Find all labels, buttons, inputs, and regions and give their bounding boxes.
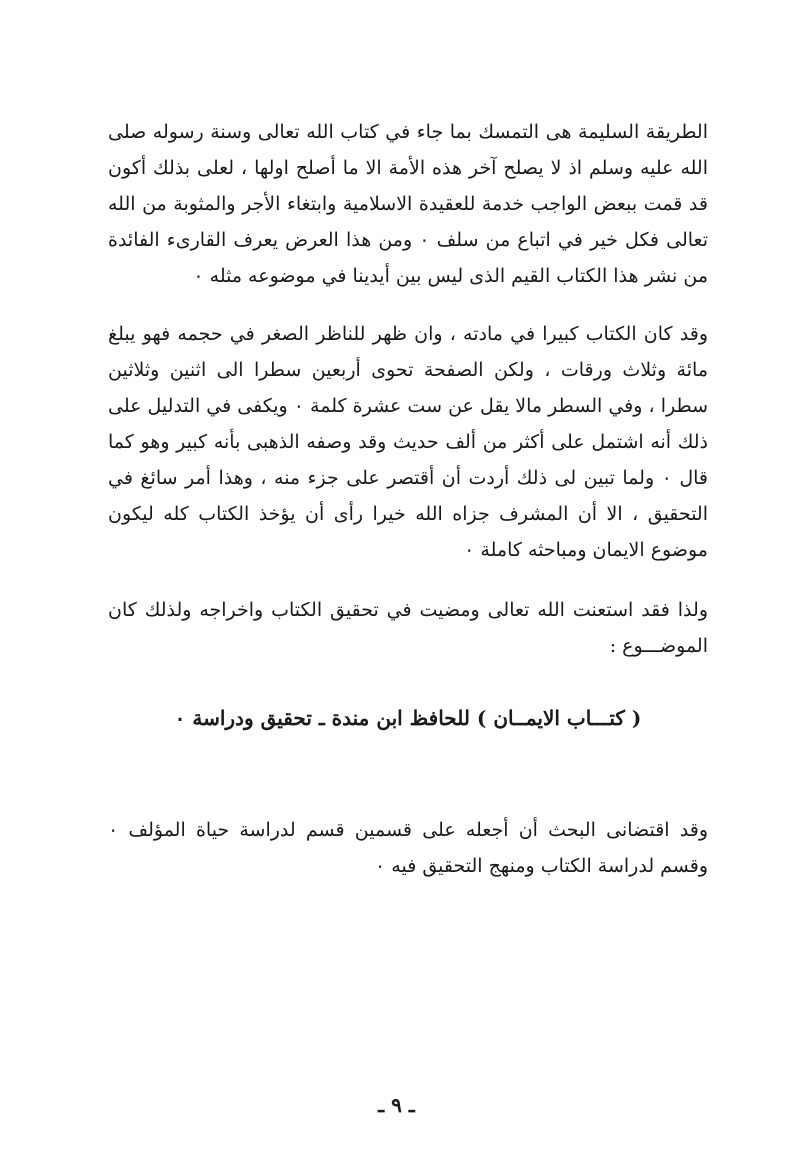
paragraph-research-division: وقد اقتضانى البحث أن أجعله على قسمين قسم لدراسة حياة المؤلف ٠ وقسم لدراسة الكتاب ومنهج التحقيق فيه ٠ [108,819,708,877]
page-number: ـ ٩ ـ [378,1093,415,1117]
paragraph-intro: الطريقة السليمة هى التمسك بما جاء في كتاب الله تعالى وسنة رسوله صلى الله عليه وسلم اذ لا يصلح آخر هذه الأمة الا ما أصلح اولها ، لعلى بذلك أكون قد قمت ببعض الواجب خدمة للعقيدة الاسلامية وابتغاء الأجر والمثوبة من الله تعالى فكل خير في اتباع من سلف ٠ ومن هذا العرض يعرف القارىء الفائدة من نشر هذا الكتاب القيم الذى ليس بين أيدينا في موضوعه مثله ٠ [108,121,709,287]
paragraph-topic-intro: ولذا فقد استعنت الله تعالى ومضيت في تحقيق الكتاب واخراجه ولذلك كان الموضـــوع : [108,599,708,657]
research-title-heading: ( كتـــاب الايمــان ) للحافظ ابن مندة ـ تحقيق ودراسة ٠ [174,706,642,730]
paragraph-book-size: وقد كان الكتاب كبيرا في مادته ، وان ظهر للناظر الصغر في حجمه فهو يبلغ مائة وثلاث ورقات ، ولكن الصفحة تحوى أربعين سطرا الى اثنين وثلاثين سطرا ، وفي السطر مالا يقل عن ست عشرة كلمة ٠ ويكفى في التدليل على ذلك أنه اشتمل على أكثر من ألف حديث وقد وصفه الذهبى بأنه كبير وهو كما قال ٠ ولما تبين لى ذلك أردت أن أقتصر على جزء منه ، وهذا أمر سائغ في التحقيق ، الا أن المشرف جزاه الله خيرا رأى أن يؤخذ الكتاب كله ليكون موضوع الايمان ومباحثه كاملة ٠ [108,323,708,561]
